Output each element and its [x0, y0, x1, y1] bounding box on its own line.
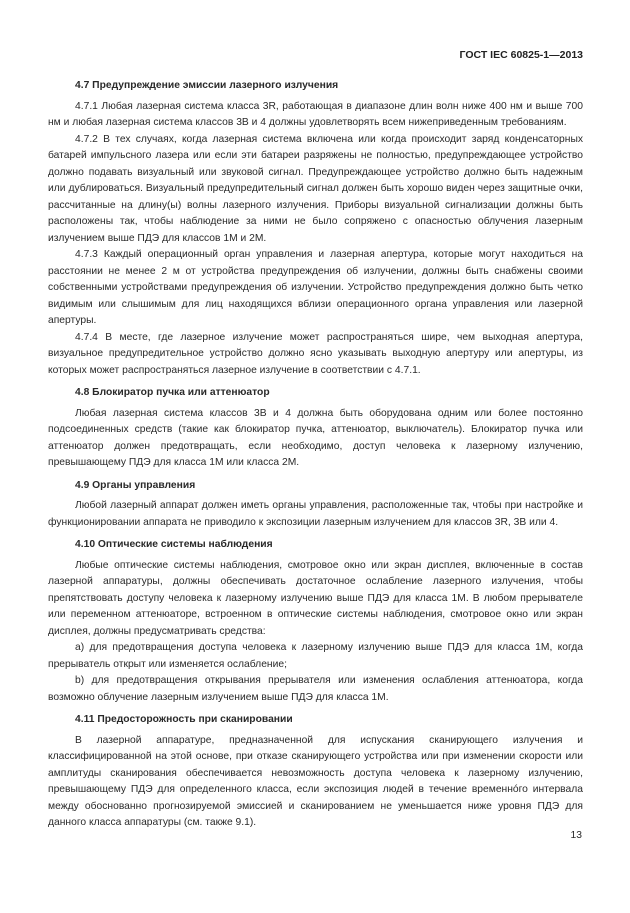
clause-4-7-2: 4.7.2 В тех случаях, когда лазерная система включена или когда происходит заряд конденсаторных батарей импульсного лазера или если эти батареи разряжены не полностью, предупреждающее устройство должно подавать визуальный или звуковой сигнал. Предупреждающее устройство должно быть надежным или дублироваться. Визуальный предупредительный сигнал должен быть хорошо виден через защитные очки, рассчитанные на длину(ы) волны лазерного излучения. Приборы визуальной сигнализации должны быть расположены так, чтобы наблюдение за ними не было сопряжено с опасностью облучения лазерным излучением выше ПДЭ для классов 1М и 2М.: [48, 133, 583, 244]
section-4-11-title: 4.11 Предосторожность при сканировании: [75, 714, 293, 725]
section-4-10-item-b: b) для предотвращения открывания прерывателя или изменения ослабления аттенюатора, когда возможно облучение лазерным излучением выше ПДЭ для класса 1М.: [48, 675, 583, 703]
page-number: 13: [570, 830, 582, 841]
section-4-10-paragraph: Любые оптические системы наблюдения, смотровое окно или экран дисплея, включенные в состав лазерной аппаратуры, должны обеспечивать достаточное ослабление лазерного излучения, чтобы препятствовать доступу человека к лазерному излучению выше ПДЭ для класса 1М. В любом прерывателе или переменном аттенюаторе, встроенном в оптические системы наблюдения, смотровое окно или экран дисплея, должны предусматривать средства:: [48, 559, 583, 637]
section-4-11-paragraph: В лазерной аппаратуре, предназначенной для испускания сканирующего излучения и классифицированной на этой основе, при отказе сканирующего устройства или при изменении скорости или амплитуды сканирования обеспечивается невозможность доступа человека к лазерному излучению, превышающему ПДЭ для определенного класса, если экспозиция людей в течение временнóго интервала между обоснованно прогнозируемой эмиссией и сканированием не уменьшается ниже уровня ПДЭ для данного класса аппаратуры (см. также 9.1).: [48, 734, 583, 828]
section-4-10-title: 4.10 Оптические системы наблюдения: [75, 539, 273, 550]
document-header: ГОСТ IEC 60825-1—2013: [459, 49, 583, 61]
document-body: [48, 78, 583, 832]
section-4-8-title: 4.8 Блокиратор пучка или аттенюатор: [75, 387, 270, 398]
section-4-7-title: 4.7 Предупреждение эмиссии лазерного излучения: [75, 80, 339, 91]
section-4-9-title: 4.9 Органы управления: [75, 479, 196, 491]
clause-4-7-1: 4.7.1 Любая лазерная система класса 3R, работающая в диапазоне длин волн ниже 400 нм и выше 700 нм и любая лазерная система классов 3В и 4 должны удовлетворять всем нижеприведенным требованиям.: [48, 100, 583, 128]
clause-4-7-3: 4.7.3 Каждый операционный орган управления и лазерная апертура, которые могут находиться на расстоянии не менее 2 м от устройства предупреждения об излучении, должны быть снабжены своими собственными устройствами предупреждения об излучении. Устройство предупреждения должно быть четко видимым или слышимым для лиц находящихся вблизи операционного органа управления или лазерной апертуры.: [48, 249, 583, 326]
section-4-9-paragraph: Любой лазерный аппарат должен иметь органы управления, расположенные так, чтобы при настройке и функционировании аппарата не приводило к экспозиции лазерным излучением для классов 3R, 3В или 4.: [48, 500, 583, 528]
section-4-8-paragraph: Любая лазерная система классов 3В и 4 должна быть оборудована одним или более постоянно подсоединенных средств (такие как блокиратор пучка, аттенюатор, выключатель). Блокиратор пучка или аттенюатор должен предотвращать, если необходимо, доступ человека к лазерному излучению, превышающему ПДЭ для класса 1М или класса 2М.: [48, 407, 583, 468]
section-4-10-item-a: а) для предотвращения доступа человека к лазерному излучению выше ПДЭ для класса 1М, когда прерыватель открыт или изменяется ослабление;: [48, 642, 583, 670]
clause-4-7-4: 4.7.4 В месте, где лазерное излучение может распространяться шире, чем выходная апертура, визуальное предупредительное устройство должно ясно указывать выходную апертуру или апертуры, из которых может распространяться лазерное излучение в соответствии с 4.7.1.: [48, 331, 583, 376]
